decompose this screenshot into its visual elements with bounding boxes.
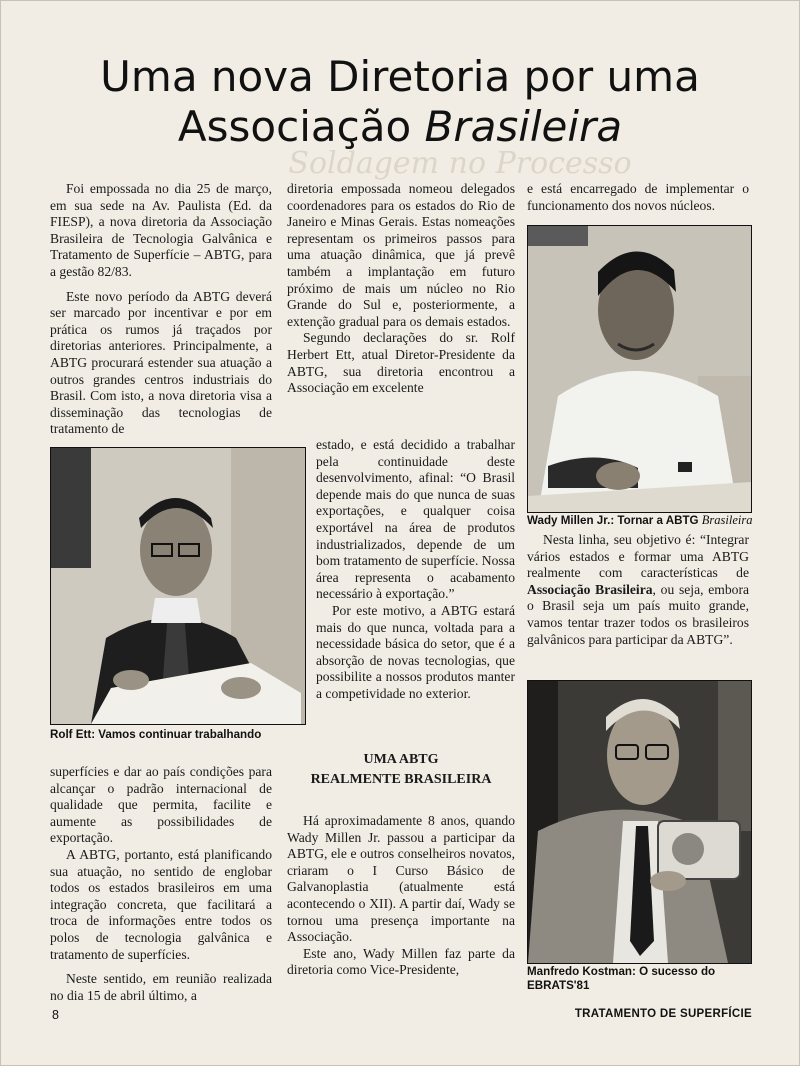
column1-paragraph-2: Este novo período da ABTG deverá ser marcado por incentivar e por em prática os rumos já traçados por diretorias anteriores. Principalmente, a ABTG procurará estender sua atuação a outros grandes centros industriais do Brasil. Com isto, a nova diretoria visa a disseminação das tecnologias de tratamento de [50, 288, 272, 437]
bold-phrase: Associação Brasileira [527, 581, 653, 597]
page-number: 8 [52, 1008, 59, 1022]
column1-bottom [50, 764, 272, 1004]
column2-bottom [287, 813, 515, 979]
column1-paragraph-5: Neste sentido, em reunião realizada no dia 15 de abril último, a [50, 971, 272, 1003]
caption-wady-italic: Brasileira [701, 513, 753, 527]
photo-rolf-ett [50, 447, 306, 725]
column2-top [287, 181, 515, 397]
column1-paragraph-1: Foi empossada no dia 25 de março, em sua sede na Av. Paulista (Ed. da FIESP), a nova diretoria da Associação Brasileira de Tecnologia Galvânica e Tratamento de Superfície – ABTG, para a gestão 82/83. [50, 181, 272, 279]
headline-line1: Uma nova Diretoria por uma [100, 52, 700, 101]
column2-paragraph-4: Há aproximadamente 8 anos, quando Wady Millen Jr. passou a participar da ABTG, ele e outros conselheiros novatos, criaram o I Curso Básico de Galvanoplastia (atualmente está acontecendo o XII). A partir daí, Wady se tornou uma presença importante na Associação. [287, 813, 515, 945]
column3-bottom [527, 532, 749, 648]
column1-paragraph-4: A ABTG, portanto, está planificando sua atuação, no sentido de englobar todos os estados brasileiros em uma integração concreta, que facilitará a troca de informações entre todos os polos de tecnologia galvânica e tratamento de superfícies. [50, 846, 272, 962]
photo-manfredo-kostman [527, 680, 752, 964]
column2-paragraph-3: Por este motivo, a ABTG estará mais do que nunca, voltada para a necessidade básica do setor, que é a absorção de novas tecnologias, que possibilite a nossos produtos manter a competividade no exterior. [316, 602, 515, 701]
column2-paragraph-1: diretoria empossada nomeou delegados coordenadores para os estados do Rio de Janeiro e Minas Gerais. Estas nomeações representam os primeiros passos para uma atuação dinâmica, que já prevê também a implantação em futuro próximo de mais um núcleo no Rio Grande do Sul e, posteriormente, a extenção gradual para os demais estados. [287, 181, 515, 329]
caption-manfredo-kostman: Manfredo Kostman: O sucesso do EBRATS'81 [527, 965, 716, 992]
column2-paragraph-5: Este ano, Wady Millen faz parte da diretoria como Vice-Presidente, [287, 945, 515, 978]
portrait-wady-millen [528, 226, 751, 512]
column2-paragraph-2-continued: estado, e está decidido a trabalhar pela continuidade deste desenvolvimento, afinal: “O Brasil depende mais do que nunca de suas exportações, e qualquer coisa exportável na área de produtos industrializados, depende de um bom tratamento de superfície. Nossa área representa o acabamento necessário à exportação.” [316, 437, 515, 602]
photo-wady-millen [527, 225, 752, 513]
caption-wady-millen [527, 513, 767, 528]
column1-paragraph-3: superfícies e dar ao país condições para alcançar o padrão internacional de qualidade que permita, facilite e aumente as possibilidades de exportação. [50, 764, 272, 846]
bleed-through-text: Soldagem no Processo [288, 146, 632, 181]
running-title: TRATAMENTO DE SUPERFÍCIE [574, 1008, 752, 1020]
headline [40, 52, 760, 153]
column2-inset [316, 437, 515, 703]
column1-top [50, 181, 272, 438]
portrait-manfredo-kostman [528, 681, 751, 963]
column3-top [527, 181, 749, 214]
headline-line2-italic: Brasileira [424, 102, 623, 152]
subhead-line1: UMA ABTG [363, 752, 439, 767]
column3-paragraph-1: e está encarregado de implementar o funcionamento dos novos núcleos. [527, 181, 749, 213]
portrait-rolf-ett [51, 448, 305, 724]
caption-rolf-ett: Rolf Ett: Vamos continuar trabalhando [50, 728, 262, 741]
column3-paragraph-2: Nesta linha, seu objetivo é: “Integrar vários estados e formar uma ABTG realmente com características de Associação Brasileira, ou seja, embora o Brasil seja um país muito grande, vamos tentar trazer todos os brasileiros galvânicos para participar da ABTG”. [527, 532, 750, 647]
caption-wady-bold: Wady Millen Jr.: Tornar a ABTG [527, 514, 702, 527]
subhead-line2: REALMENTE BRASILEIRA [310, 772, 492, 787]
section-subhead [287, 750, 515, 790]
column2-paragraph-2: Segundo declarações do sr. Rolf Herbert Ett, atual Diretor-Presidente da ABTG, sua diretoria encontrou a Associação em excelente [287, 330, 515, 396]
headline-line2-roman: Associação [177, 102, 425, 152]
